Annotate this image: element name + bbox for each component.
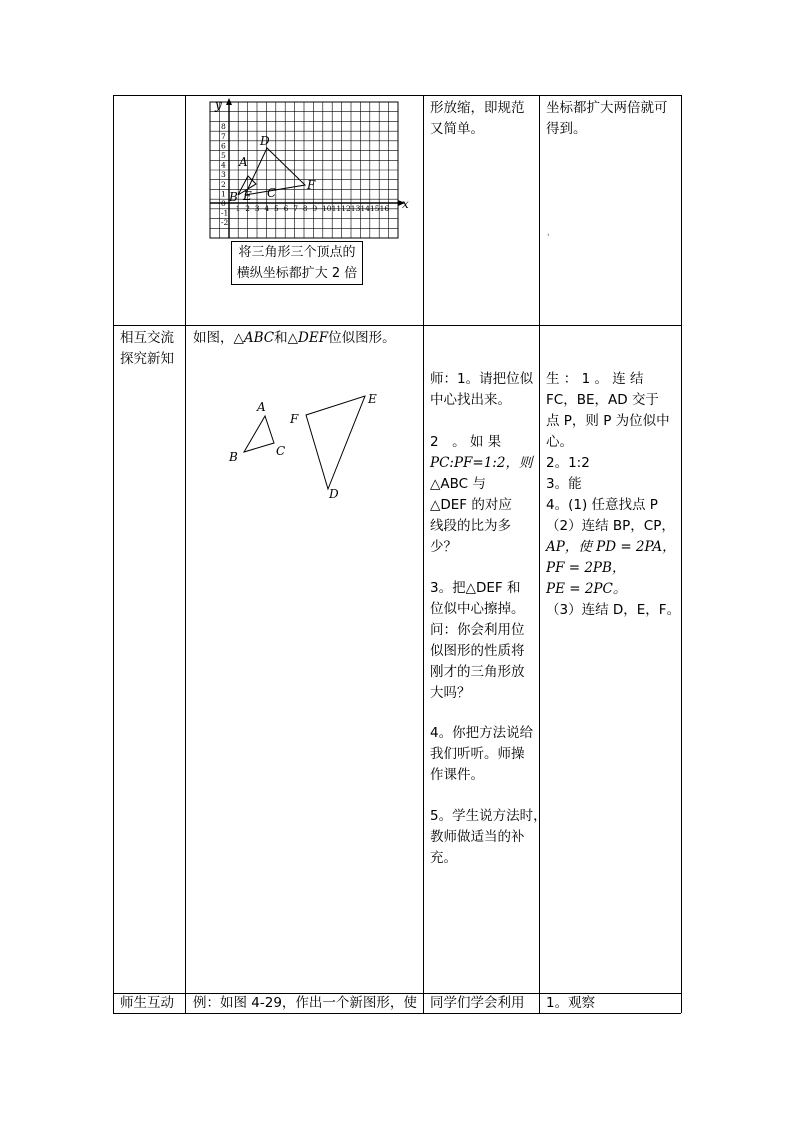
student-line: PF = 2PB， [546,560,626,576]
teacher-line: 大吗？ [430,685,471,701]
row3-col2-text: 例：如图 4-29，作出一个新图形，使 [193,995,417,1011]
teacher-line: 5。学生说方法时， [430,808,547,824]
x-tick-label: 15 [370,204,380,213]
y-tick-label: 4 [221,160,226,170]
y-tick-label: 7 [221,131,226,141]
teacher-line: 我们听听。师操 [430,746,525,762]
x-tick-label: 9 [312,204,318,213]
table-divider-col2 [185,95,186,1013]
table-border-left [113,95,114,1013]
coordinate-grid-figure [205,97,415,243]
student-line: 4。(1) 任意找点 P [546,497,658,513]
x-tick-label: 2 [245,204,250,213]
teacher-line: 刚才的三角形放 [430,664,525,680]
caption-line-1: 将三角形三个顶点的 [238,245,356,260]
similar-triangles-figure [225,385,390,505]
table-border-top [113,95,681,96]
point-label-e: E [243,189,252,203]
fig-label-d: D [329,487,339,501]
teacher-line: 充。 [430,850,457,866]
row1-col4-text: 坐标都扩大两倍就可 得到。 [546,100,668,137]
y-tick-label: 0 [221,199,226,208]
y-tick-label: 3 [221,170,226,180]
fig-label-a: A [257,400,266,414]
table-row-divider-1 [113,325,681,326]
teacher-line: 似图形的性质将 [430,643,525,659]
teacher-line: 位似中心擦掉。 [430,601,525,617]
fig-label-b: B [229,450,238,464]
fig-label-e: E [368,392,377,406]
row3-col4-text: 1。观察 [546,995,596,1011]
y-tick-labels [221,122,229,227]
y-tick-label: -1 [221,208,229,218]
table-border-right [681,95,682,1013]
x-tick-label: 13 [350,204,361,213]
x-tick-label: 6 [283,204,289,213]
y-axis-label: y [215,98,222,112]
figure-caption [231,241,363,285]
teacher-line: 师：1。请把位似 [430,371,534,387]
y-tick-label: -2 [221,218,229,228]
teacher-line: 中心找出来。 [430,392,511,408]
teacher-line: △ABC 与 [430,476,486,492]
student-line: 点 P，则 P 为位似中 [546,413,670,429]
x-tick-label: 1 [235,204,241,213]
student-line: 心。 [546,434,573,450]
x-axis-label: x [402,197,409,211]
teacher-line: 少？ [430,539,457,555]
caption-line-2: 横纵坐标都扩大 2 倍 [236,266,358,281]
triangle-abc-name: △ABC [233,330,275,346]
teacher-line: 线段的比为多 [430,518,511,534]
point-label-b: B [229,190,238,204]
triangle-def-shape [306,396,365,489]
row2-section-title: 相互交流 探究新知 [120,330,174,367]
y-tick-label: 6 [221,141,226,151]
row1-col3-text: 形放缩，即规范 又简单。 [430,100,525,137]
x-tick-label: 8 [302,204,308,213]
point-label-d: D [260,134,270,148]
teacher-line: 2 。 如 果 [430,434,502,450]
x-tick-label: 16 [379,204,390,213]
teacher-line: PC:PF=1:2，则 [430,455,533,471]
student-line: PE = 2PC。 [546,581,627,597]
y-tick-label: 8 [221,122,226,132]
y-tick-label: 2 [221,179,226,189]
table-divider-col3 [423,95,424,1013]
table-divider-col4 [539,95,540,1013]
row3-col3-text: 同学们学会利用 [430,995,525,1011]
x-tick-label: 12 [341,204,351,213]
point-label-f: F [307,178,316,192]
triangle-def-name: △DEF [287,330,329,346]
triangle-abc-shape [244,416,274,452]
row3-section-title: 师生互动 [120,995,174,1011]
fig-label-f: F [290,412,299,426]
x-tick-label: 10 [322,204,332,213]
y-tick-label: 5 [221,151,226,160]
teacher-line: 问：你会利用位 [430,622,525,638]
grid-lines [210,102,398,238]
x-tick-label: 11 [331,204,342,213]
row1-col4-dot: ' [547,233,550,243]
student-line: AP，使 PD = 2PA， [546,539,676,555]
teacher-line: 3。把△DEF 和 [430,580,521,596]
point-label-c: C [267,186,277,200]
x-tick-labels [236,204,390,213]
y-tick-label: 1 [221,189,226,199]
fig-label-c: C [276,444,286,458]
student-line: 2。1:2 [546,455,590,471]
student-line: 生 ： 1 。 连 结 [546,371,644,387]
x-tick-label: 7 [293,204,298,213]
x-tick-label: 3 [254,204,260,213]
teacher-line: 教师做适当的补 [430,829,525,845]
student-line: FC，BE，AD 交于 [546,392,659,408]
row2-intro: 如图，△ABC和△DEF位似图形。 [193,330,396,346]
x-tick-label: 5 [274,204,279,213]
student-line: 3。能 [546,476,582,492]
teacher-line: 作课件。 [430,767,484,783]
student-line: （3）连结 D，E，F。 [546,602,681,618]
x-tick-label: 4 [264,204,270,213]
student-line: （2）连结 BP，CP， [546,518,675,534]
teacher-line: △DEF 的对应 [430,497,512,513]
teacher-line: 4。你把方法说给 [430,725,534,741]
point-label-a: A [239,155,248,169]
x-tick-label: 14 [360,204,370,213]
